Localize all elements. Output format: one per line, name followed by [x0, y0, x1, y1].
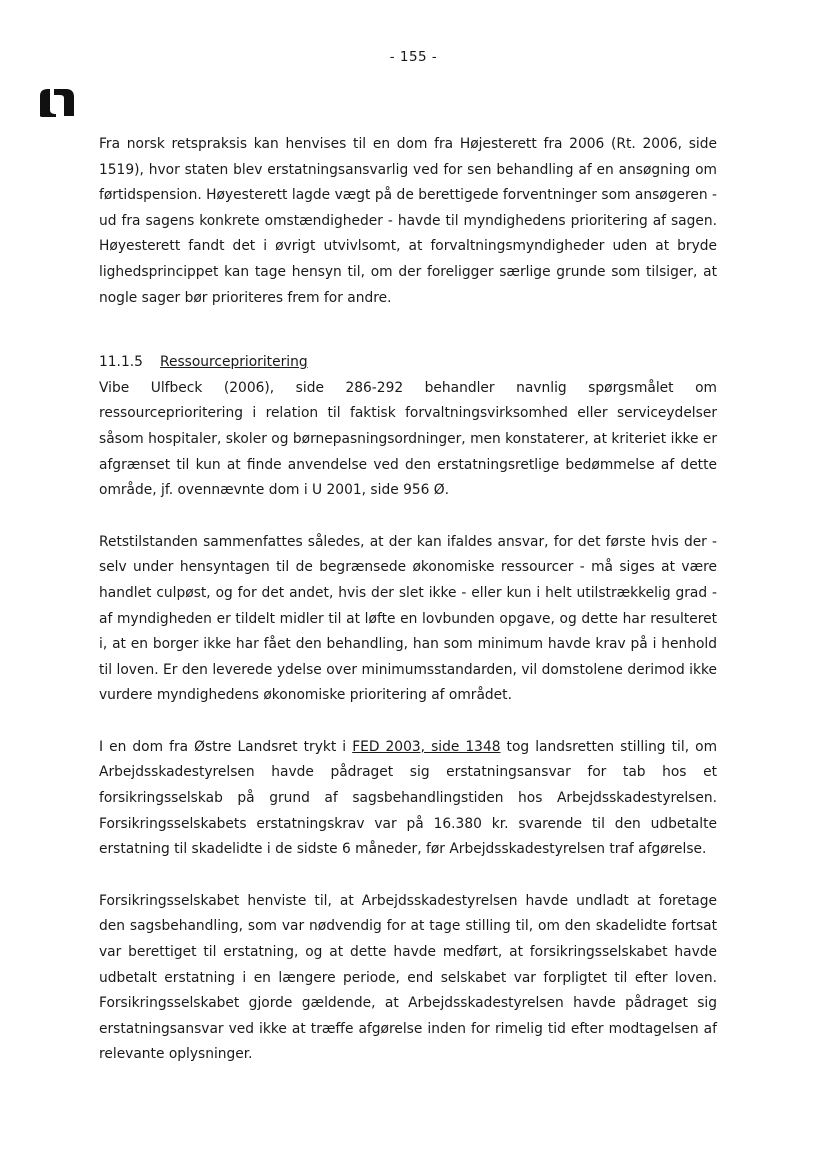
- reference-link[interactable]: FED 2003, side 1348: [352, 738, 501, 755]
- paragraph: Vibe Ulfbeck (2006), side 286-292 behandler navnlig spørgsmålet om ressourceprioritering i relation til faktisk forvaltningsvirksomhed eller serviceydelser såsom hospitaler, skoler og børnepasningsordninger, men konstaterer, at kriteriet ikke er afgrænset til kun at finde anvendelse ved den erstatningsretlige bedømmelse af dette område, jf. ovennævnte dom i U 2001, side 956 Ø.: [99, 379, 717, 499]
- paragraph-text: I en dom fra Østre Landsret trykt i: [99, 738, 353, 755]
- paragraph-text: tog landsretten stilling til, om Arbejdsskadestyrelsen havde pådraget sig erstatningsansvar for tab hos et forsikringsselskab på grund af sagsbehandlingstiden hos Arbejdsskadestyrelsen. Forsikringsselskabets erstatningskrav var på 16.380 kr. svarende til den udbetalte erstatning til skadelidte i de sidste 6 måneder, før Arbejdsskadestyrelsen traf afgørelse.: [99, 738, 718, 858]
- document-body: [99, 132, 717, 1068]
- section-title: Ressourceprioritering: [160, 354, 308, 371]
- paragraph: Fra norsk retspraksis kan henvises til en dom fra Højesterett fra 2006 (Rt. 2006, side 1519), hvor staten blev erstatningsansvarlig ved for sen behandling af en ansøgning om førtidspension. Høyesterett lagde vægt på de berettigede forventninger som ansøgeren - ud fra sagens konkrete omstændigheder - havde til myndighedens prioritering af sagen. Høyesterett fandt det i øvrigt utvivlsomt, at forvaltningsmyndigheder uden at bryde lighedsprincippet kan tage hensyn til, om der foreligger særlige grunde som tilsiger, at nogle sager bør prioriteres frem for andre.: [99, 136, 717, 306]
- publisher-logo-icon: [36, 86, 78, 118]
- page-number: - 155 -: [389, 49, 438, 65]
- section-number: 11.1.5: [99, 354, 143, 371]
- section-heading: [99, 350, 717, 376]
- paragraph: Forsikringsselskabet henviste til, at Arbejdsskadestyrelsen havde undladt at foretage den sagsbehandling, som var nødvendig for at tage stilling til, om den skadelidte fortsat var berettiget til erstatning, og at dette havde medført, at forsikringsselskabet havde udbetalt erstatning i en længere periode, end selskabet var forpligtet til efter loven. Forsikringsselskabet gjorde gældende, at Arbejdsskadestyrelsen havde pådraget sig erstatningsansvar ved ikke at træffe afgørelse inden for rimelig tid efter modtagelsen af relevante oplysninger.: [99, 892, 717, 1063]
- paragraph: [99, 735, 717, 863]
- paragraph: Retstilstanden sammenfattes således, at der kan ifaldes ansvar, for det første hvis der - selv under hensyntagen til de begrænsede økonomiske ressourcer - må siges at være handlet culpøst, og for det andet, hvis der slet ikke - eller kun i helt utilstrækkelig grad - af myndigheden er tildelt midler til at løfte en lovbunden opgave, og dette har resulteret i, at en borger ikke har fået den behandling, han som minimum havde krav på i henhold til loven. Er den leverede ydelse over minimumsstandarden, vil domstolene derimod ikke vurdere myndighedens økonomiske prioritering af området.: [99, 533, 717, 704]
